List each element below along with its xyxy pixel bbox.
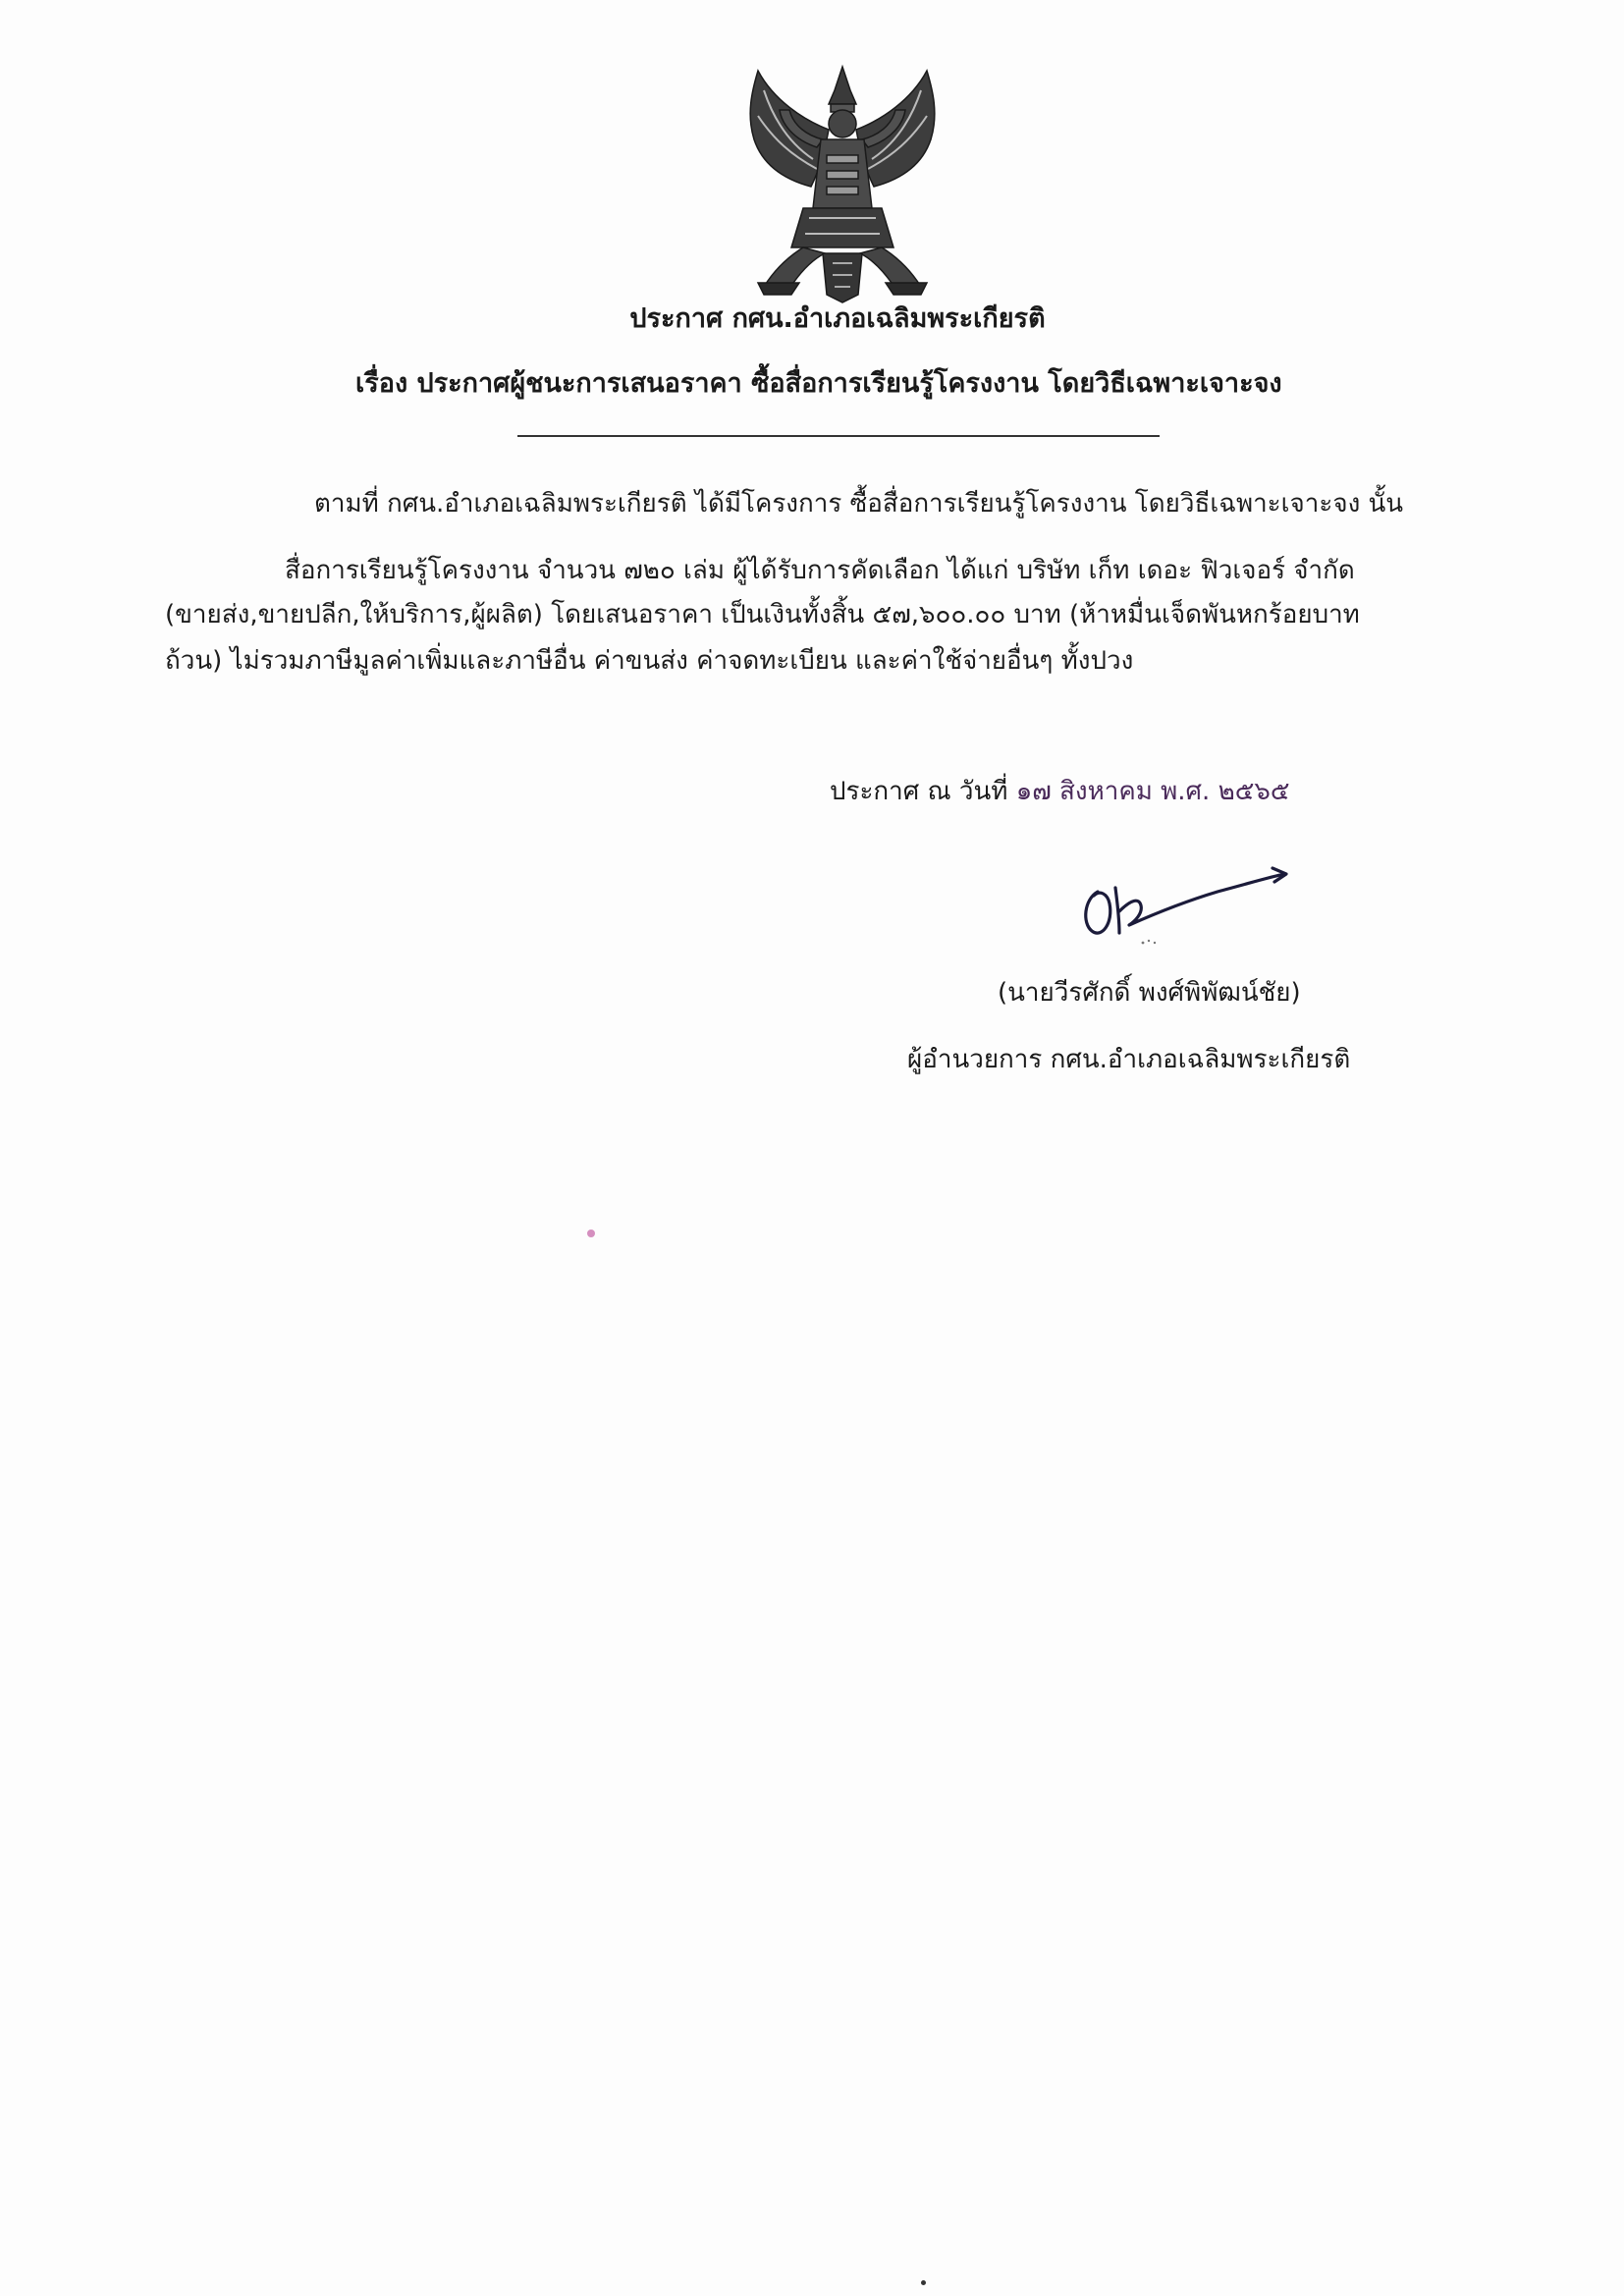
handwritten-signature (1070, 852, 1306, 951)
announcement-title: ประกาศ กศน.อำเภอเฉลิมพระเกียรติ (629, 303, 1046, 334)
announcement-date-line (830, 771, 1290, 811)
title-divider (517, 435, 1160, 437)
garuda-emblem-icon (734, 61, 950, 304)
announce-prefix: ประกาศ ณ วันที่ (830, 777, 1016, 806)
body-line-3: (ขายส่ง,ขายปลีก,ให้บริการ,ผู้ผลิต) โดยเสนอราคา เป็นเงินทั้งสิ้น ๕๗,๖๐๐.๐๐ บาท (ห้าหมื่นเจ็ดพันหกร้อยบาท (165, 600, 1360, 629)
ink-speck (587, 1230, 595, 1237)
body-line-4: ถ้วน) ไม่รวมภาษีมูลค่าเพิ่มและภาษีอื่น ค่าขนส่ง ค่าจดทะเบียน และค่าใช้จ่ายอื่นๆ ทั้งปวง (165, 646, 1134, 676)
announce-date: ๑๗ สิงหาคม พ.ศ. ๒๕๖๕ (1015, 777, 1290, 806)
announcement-subject: เรื่อง ประกาศผู้ชนะการเสนอราคา ซื้อสื่อการเรียนรู้โครงงาน โดยวิธีเฉพาะเจาะจง (355, 368, 1282, 399)
body-line-2: สื่อการเรียนรู้โครงงาน จำนวน ๗๒๐ เล่ม ผู้ได้รับการคัดเลือก ได้แก่ บริษัท เก็ท เดอะ ฟิวเจอร์ จำกัด (285, 556, 1355, 585)
signer-name: (นายวีรศักดิ์ พงศ์พิพัฒน์ชัย) (998, 978, 1301, 1008)
ink-dot (921, 2280, 926, 2285)
body-line-1: ตามที่ กศน.อำเภอเฉลิมพระเกียรติ ได้มีโครงการ ซื้อสื่อการเรียนรู้โครงงาน โดยวิธีเฉพาะเจาะจง นั้น (314, 489, 1404, 519)
signer-position: ผู้อำนวยการ กศน.อำเภอเฉลิมพระเกียรติ (907, 1045, 1351, 1074)
